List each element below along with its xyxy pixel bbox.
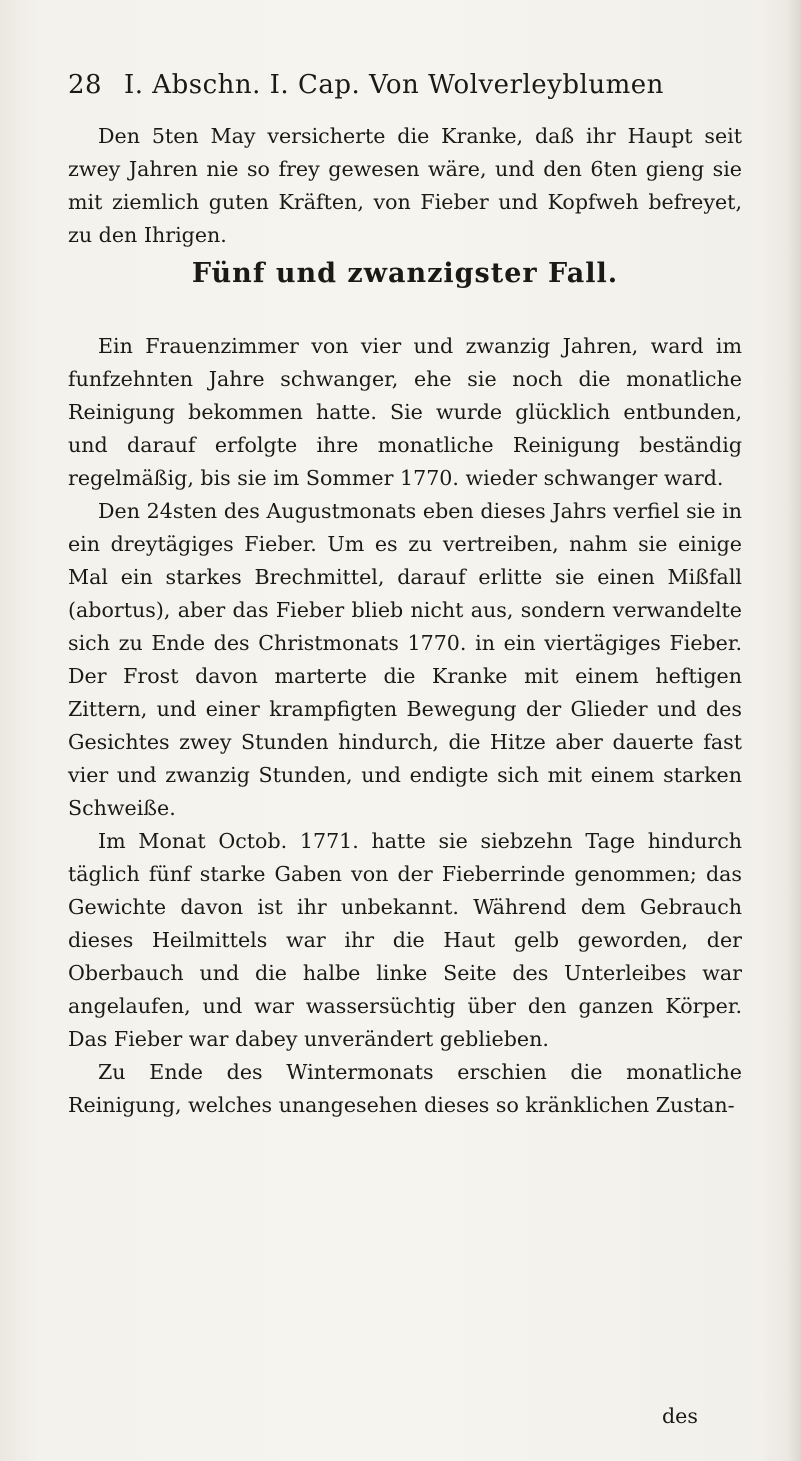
running-title: I. Abschn. I. Cap. Von Wolverleyblumen [124,70,664,100]
case-paragraph-3: Im Monat Octob. 1771. hatte sie siebzehn Tage hindurch täglich fünf starke Gaben von der Fieberrinde genommen; das Gewichte davon ist ihr unbekannt. Während dem Gebrauch dieses Heilmittels war ihr die Haut gelb geworden, der Oberbauch und die halbe linke Seite des Unterleibes war angelaufen, und war wassersüchtig über den ganzen Körper. Das Fieber war dabey unverändert geblieben. [68,829,742,1051]
page-number: 28 [68,70,103,100]
opening-paragraph: Den 5ten May versicherte die Kranke, daß ihr Haupt seit zwey Jahren nie so frey gewesen wäre, und den 6ten gieng sie mit ziemlich guten Kräften, von Fieber und Kopfweh befreyet, zu den Ihrigen. [68,124,742,247]
section-heading: Fünf und zwanzigster Fall. [191,258,619,289]
page-edge-shadow [787,0,801,1461]
case-paragraph-1: Ein Frauenzimmer von vier und zwanzig Jahren, ward im funfzehnten Jahre schwanger, ehe sie noch die monatliche Reinigung bekommen hatte. Sie wurde glücklich entbunden, und darauf erfolgte ihre monatliche Reinigung beständig regelmäßig, bis sie im Sommer 1770. wieder schwanger ward. [68,334,742,490]
case-paragraph-2: Den 24sten des Augustmonats eben dieses Jahrs verfiel sie in ein dreytägiges Fieber. Um es zu vertreiben, nahm sie einige Mal ein starkes Brechmittel, darauf erlitte sie einen Mißfall (abortus), aber das Fieber blieb nicht aus, sondern verwandelte sich zu Ende des Christmonats 1770. in ein viertägiges Fieber. Der Frost davon marterte die Kranke mit einem heftigen Zittern, und einer krampfigten Bewegung der Glieder und des Gesichtes zwey Stunden hindurch, die Hitze aber dauerte fast vier und zwanzig Stunden, und endigte sich mit einem starken Schweiße. [68,499,742,820]
case-paragraph-4: Zu Ende des Wintermonats erschien die monatliche Reinigung, welches unangesehen dieses so kränklichen Zustan- [68,1060,742,1117]
catchword: des [662,1404,698,1428]
opening-text-block [68,120,742,252]
case-text-block [68,330,742,1122]
page-header [68,70,736,106]
